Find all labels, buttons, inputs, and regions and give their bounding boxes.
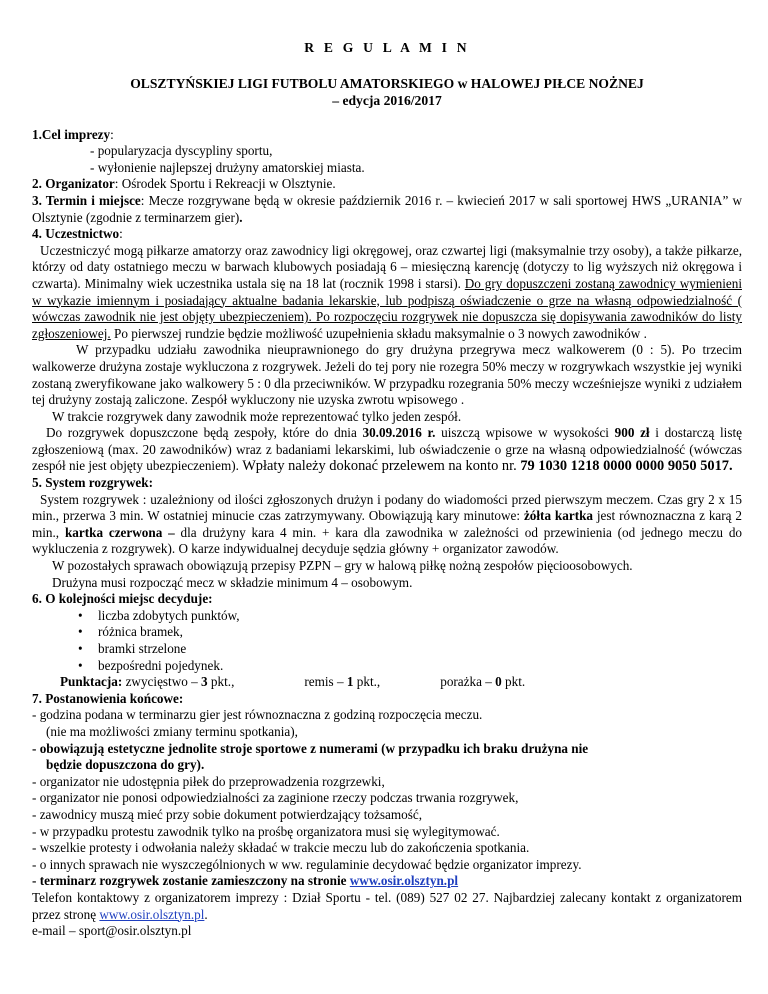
section-5-paragraph-3: Drużyna musi rozpocząć mecz w składzie minimum 4 – osobowym. [52,574,413,590]
section-4-p1-tail: Po pierwszej rundzie będzie możliwość uzupełnienia składu maksymalnie o 3 nowych zawodników . [110,325,647,341]
document-subtitle [32,75,742,109]
section-2-title: 2. Organizator [32,176,115,192]
section-1-colon: : [110,126,114,142]
section-7-line-2: - obowiązują estetyczne jednolite stroje sportowe z numerami (w przypadku ich braku drużyna nie [32,740,589,756]
section-3-dot: . [239,209,243,225]
draw-unit: pkt., [353,674,381,690]
section-7-line-9 [32,873,742,890]
section-5-p1-b: jest równoznaczna z karą 2 min., [32,508,742,540]
section-7-line-2b: będzie dopuszczona do gry). [46,757,205,773]
loss-points: 0 [495,674,502,690]
loss-unit: pkt. [501,674,526,690]
document-title: R E G U L A M I N [304,40,470,55]
section-4-deadline: 30.09.2016 r. [362,425,436,441]
section-4-account-number: 79 1030 1218 0000 0000 9050 5017. [516,458,733,475]
contact-text: Telefon kontaktowy z organizatorem imprezy : Dział Sportu - tel. (089) 527 02 27. Najbardziej zalecany kontakt z organizatorem przez stronę [32,889,742,922]
draw-points: 1 [346,674,354,690]
section-6-points [32,674,742,691]
section-7-line-8: - o innych sprawach nie wyszczególnionych w ww. regulaminie decydować będzie organizator imprezy. [32,856,582,872]
section-7-title: 7. Postanowienia końcowe: [32,690,184,706]
points-label: Punktacja: [60,674,123,690]
section-7-line-4: - organizator nie ponosi odpowiedzialności za zaginione rzeczy podczas trwania rozgrywek, [32,790,519,806]
section-2 [32,176,742,193]
section-5-paragraph-1 [32,492,742,558]
section-5-yellow-card: żółta kartka [523,508,594,524]
section-4-paragraph-3: W trakcie rozgrywek dany zawodnik może reprezentować tylko jeden zespół. [52,408,462,424]
subtitle-line-1: OLSZTYŃSKIEJ LIGI FUTBOLU AMATORSKIEGO w HALOWEJ PIŁCE NOŻNEJ [130,75,644,91]
contact-info [32,890,742,923]
section-3 [32,193,742,226]
win-text: zwycięstwo – [122,674,202,690]
section-3-text: : Mecze rozgrywane będą w okresie październik 2016 r. – kwiecień 2017 w sali sportowej HWS „URANIA” w Olsztynie (zgodnie z terminarzem gier) [32,192,742,225]
list-item: • bramki strzelone [78,641,742,658]
section-4-paragraph-2: W przypadku udziału zawodnika nieuprawnionego do gry drużyna przegrywa mecz walkowerem (0 : 5). Po trzecim walkowerze drużyna zostaje wykluczona z rozgrywek. Jeżeli do tej pory nie rozegra 50% meczy w rozgrywkach wszystkie jej wyniki zostaną zweryfikowane jako walkowery 5 : 0 dla przeciwników. W przypadku rozegrania 50% meczy wcześniejsze wyniki z udziałem tej drużyny zostają zaliczone. Zespół wykluczony nie uzyska zwrotu wpisowego . [32,342,742,408]
section-5-paragraph-2: W pozostałych sprawach obowiązują przepisy PZPN – gry w halową piłkę nożną zespołów pięcioosobowych. [52,558,633,574]
section-4-p4-c: i dostarczą listę zgłoszeniową (max. 20 zawodników) wraz z badaniami lekarskimi, lub oświadczenie o grze na własną odpowiedzialność (wówczas zespół nie jest objęty ubezpieczeniem). [32,425,742,474]
section-7-line-6: - w przypadku protestu zawodnik tylko na prośbę organizatora musi się wylegitymować. [32,823,500,839]
section-4-p4-b: uiszczą wpisowe w wysokości [435,425,615,441]
section-1-title: 1.Cel imprezy [32,126,111,142]
section-4-p1-underlined: Do gry dopuszczeni zostaną zawodnicy wymienieni w wykazie imiennym i posiadający aktualne badania lekarskie, lub podpiszą oświadczenie o grze na własną odpowiedzialność ( wówczas zawodnik nie jest objęty ubezpieczeniem). Po rozpoczęciu rozgrywek nie dopuszcza się dopisywania zawodników do listy zgłoszeniowej. [32,275,742,341]
section-4-p4-a: Do rozgrywek dopuszczone będą zespoły, które do dnia [46,425,363,441]
section-4-fee: 900 zł [614,425,650,441]
section-1-heading [32,127,742,144]
section-6-criteria-list [32,608,742,674]
section-4-p1-text: Uczestniczyć mogą piłkarze amatorzy oraz zawodnicy ligi okręgowej, oraz czwartej ligi (maksymalnie trzy osoby), a także piłkarze, którzy od daty ostatniego meczu w barwach klubowych posiadają 6 – miesięczną karencję (dotyczy to lig wyższych niż okręgowa i czwarta). Minimalny wiek uczestnika ustala się na 18 lat (rocznik 1998 i starsi). [32,242,742,291]
section-7-line-1: - godzina podana w terminarzu gier jest równoznaczna z godziną rozpoczęcia meczu. [32,707,483,723]
section-3-title: 3. Termin i miejsce [32,192,141,208]
contact-website-link[interactable]: www.osir.olsztyn.pl [99,906,205,922]
section-1-item-1: - popularyzacja dyscypliny sportu, [90,143,273,159]
section-7-line-3: - organizator nie udostępnia piłek do przeprowadzenia rozgrzewki, [32,773,385,789]
draw-text: remis – [304,674,347,690]
list-item: • różnica bramek, [78,624,742,641]
list-item: • bezpośredni pojedynek. [78,658,742,675]
contact-dot: . [204,906,208,922]
section-5-red-card: kartka czerwona – [64,524,175,540]
section-4-paragraph-1 [32,243,742,343]
section-7-line-7: - wszelkie protesty i odwołania należy składać w trakcie meczu lub do zakończenia spotkania. [32,840,530,856]
section-5-title: 5. System rozgrywek: [32,475,153,491]
section-4-heading [32,226,742,243]
section-7-line-1b: (nie ma możliwości zmiany terminu spotkania), [46,723,298,739]
list-item: • liczba zdobytych punktów, [78,608,742,625]
section-2-text: : Ośrodek Sportu i Rekreacji w Olsztynie. [114,176,336,192]
win-points: 3 [201,674,208,690]
win-unit: pkt., [207,674,235,690]
section-1-item-2: - wyłonienie najlepszej drużyny amatorskiej miasta. [90,159,365,175]
section-6-title: 6. O kolejności miejsc decyduje: [32,591,213,607]
section-4-title: 4. Uczestnictwo [32,226,120,242]
section-4-paragraph-4 [32,425,742,475]
section-5-p1-c: dla drużyny kara 4 min. + kara dla zawodnika w zależności od przewinienia (od jednego meczu do wykluczenia z rozgrywek). O karze indywidualnej decyduje sędzia główny + organizator zawodów. [32,524,743,557]
section-7-line-5: - zawodnicy muszą mieć przy sobie dokument potwierdzający tożsamość, [32,806,422,822]
contact-email: e-mail – sport@osir.olsztyn.pl [32,923,192,939]
section-4-colon: : [119,226,123,242]
schedule-note: - terminarz rozgrywek zostanie zamieszczony na stronie [32,873,350,889]
section-4-payment-note: Wpłaty należy dokonać przelewem na konto nr. [242,458,517,475]
schedule-website-link[interactable]: www.osir.olsztyn.pl [349,873,459,889]
regulations-document [32,40,742,940]
section-5-p1-a: System rozgrywek : uzależniony od ilości zgłoszonych drużyn i podany do wiadomości przed pierwszym meczem. Czas gry 2 x 15 min., przerwa 3 min. W ostatniej minucie czas zatrzymywany. Obowiązują kary minutowe: [32,491,742,524]
loss-text: porażka – [440,674,496,690]
subtitle-line-2: – edycja 2016/2017 [332,92,442,108]
